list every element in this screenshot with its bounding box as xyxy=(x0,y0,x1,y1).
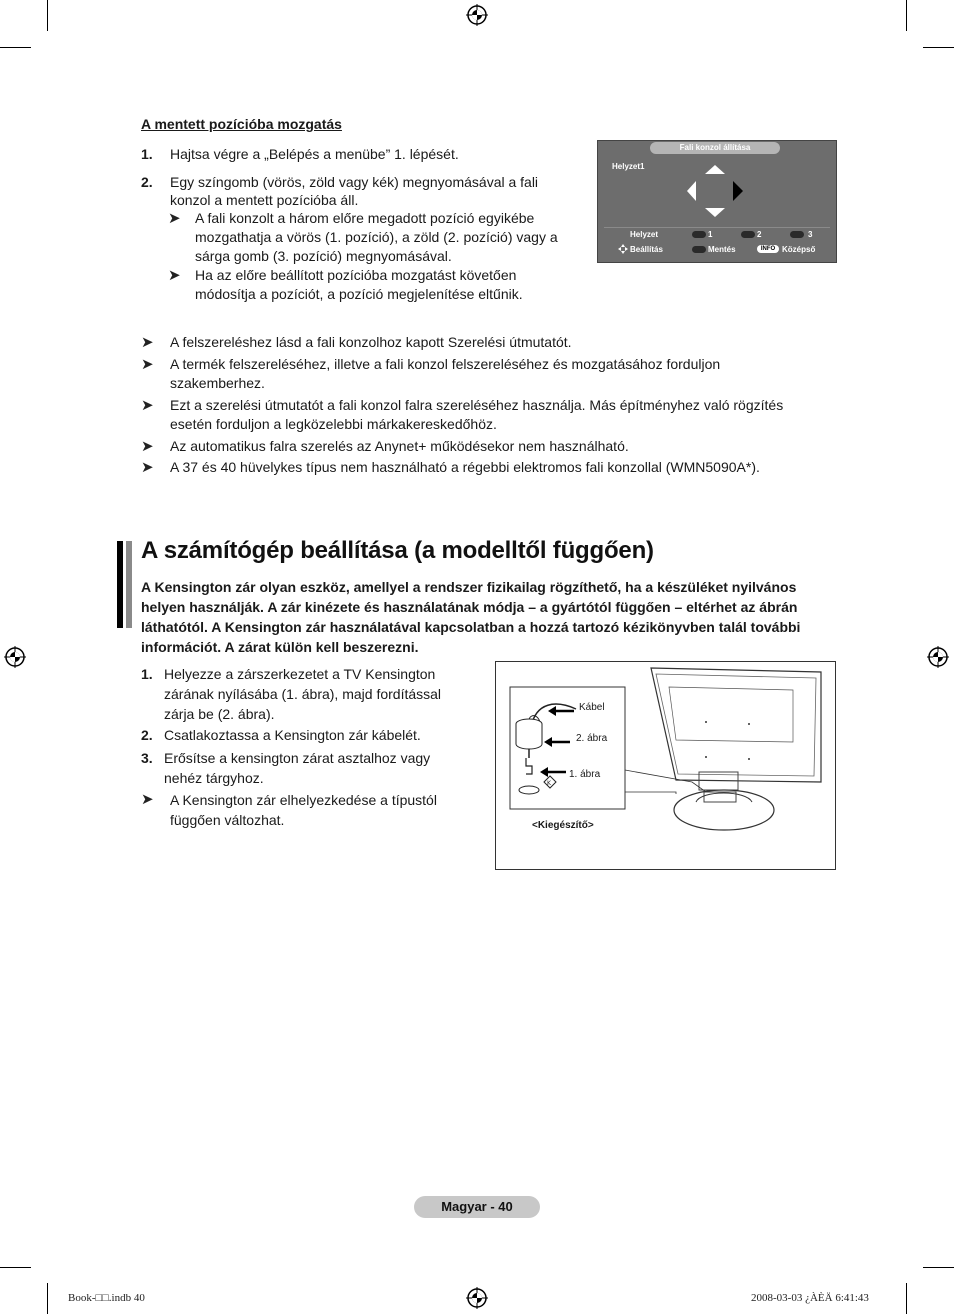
red-button-icon xyxy=(692,231,706,238)
note-arrow-icon: ➤ xyxy=(168,210,181,227)
step-number: 3. xyxy=(141,750,153,766)
title-accent-bar xyxy=(117,541,123,628)
svg-text:K: K xyxy=(547,780,551,787)
note-line: Ha az előre beállított pozícióba mozgatást követően xyxy=(195,267,517,283)
wall-mount-osd xyxy=(597,140,837,263)
general-note xyxy=(141,355,841,393)
title-accent-bar xyxy=(126,541,132,628)
yellow-button-icon xyxy=(790,231,804,238)
note-line: módosítja a pozíciót, a pozíció megjelenítése eltűnik. xyxy=(195,286,523,302)
osd-row-label: Helyzet xyxy=(630,230,659,239)
note-line: mozgathatja a vörös (1. pozíció), a zöld (2. pozíció) vagy a xyxy=(195,229,558,245)
figure-label-fig2: 2. ábra xyxy=(576,733,608,744)
blue-button-icon xyxy=(692,246,706,253)
general-note xyxy=(141,458,841,477)
kensington-step-2 xyxy=(141,725,481,745)
step-number: 1. xyxy=(141,146,153,162)
registration-mark-icon xyxy=(466,1287,488,1309)
tv-back-illustration xyxy=(496,662,835,869)
osd-adjust-label: Beállítás xyxy=(630,245,663,254)
osd-pos-1: 1 xyxy=(708,230,713,239)
step-number: 2. xyxy=(141,727,153,743)
note-arrow-icon: ➤ xyxy=(141,356,154,373)
note-line: A fali konzolt a három előre megadott pozíció egyikébe xyxy=(195,210,535,226)
note-line: A termék felszereléséhez, illetve a fali konzol felszereléséhez és mozgatásához forduljon xyxy=(170,356,721,372)
kensington-step-3 xyxy=(141,748,481,788)
step-text-line: konzol a mentett pozícióba áll. xyxy=(170,192,359,208)
registration-mark-icon xyxy=(466,4,488,26)
general-note xyxy=(141,333,841,352)
step-line: Erősítse a kensington zárat asztalhoz vagy xyxy=(164,750,431,766)
note-line: A 37 és 40 hüvelykes típus nem használható a régebbi elektromos fali konzollal (WMN5090A*). xyxy=(170,459,760,475)
intro-line: helyen használják. A zár kinézete és használatának módja – a gyártótól függően – eltérhet az ábrán xyxy=(141,599,798,615)
step-2 xyxy=(141,173,581,209)
note-arrow-icon: ➤ xyxy=(141,397,154,414)
step-number: 1. xyxy=(141,666,153,682)
figure-label-fig1: 1. ábra xyxy=(569,769,601,780)
note-arrow-icon: ➤ xyxy=(141,459,154,476)
kensington-figure xyxy=(495,661,836,870)
note-line: függően változhat. xyxy=(170,812,285,828)
note-line: Az automatikus falra szerelés az Anynet+ működésekor nem használható. xyxy=(170,438,629,454)
registration-mark-icon xyxy=(4,646,26,668)
step-text: Hajtsa végre a „Belépés a menübe” 1. lépését. xyxy=(170,146,459,162)
info-button-icon: INFO xyxy=(757,245,779,253)
osd-pos-3: 3 xyxy=(808,230,813,239)
intro-line: információt. A zárat külön kell beszerezni. xyxy=(141,639,419,655)
step-text-line: Egy színgomb (vörös, zöld vagy kék) megnyomásával a fali xyxy=(170,174,539,190)
osd-title: Fali konzol állítása xyxy=(650,142,780,154)
section-heading: A mentett pozícióba mozgatás xyxy=(141,116,342,132)
step-line: Helyezze a zárszerkezetet a TV Kensington xyxy=(164,666,436,682)
step-number: 2. xyxy=(141,174,153,190)
note-line: A Kensington zár elhelyezkedése a típustól xyxy=(170,792,437,808)
step-1 xyxy=(141,145,581,163)
note-line: esetén forduljon a legközelebbi márkakereskedőhöz. xyxy=(170,416,497,432)
general-note xyxy=(141,396,841,434)
note-line: szakemberhez. xyxy=(170,375,265,391)
figure-label-cable: Kábel xyxy=(579,702,605,713)
note-line: sárga gomb (3. pozíció) megnyomásával. xyxy=(195,248,452,264)
note-arrow-icon: ➤ xyxy=(141,334,154,351)
osd-pos-2: 2 xyxy=(757,230,762,239)
intro-paragraph xyxy=(141,577,841,657)
intro-line: láthatótól. A Kensington zár használatával kapcsolatban a hozzá tartozó kézikönyvben talál további xyxy=(141,619,801,635)
intro-line: A Kensington zár olyan eszköz, amellyel a rendszer fizikailag rögzíthető, ha a készüléket nyilvános xyxy=(141,579,797,595)
file-info: Book-□□.indb 40 xyxy=(68,1292,145,1304)
registration-mark-icon xyxy=(927,646,949,668)
osd-center-label: Középső xyxy=(782,245,816,254)
figure-caption: <Kiegészítő> xyxy=(532,820,594,831)
green-button-icon xyxy=(741,231,755,238)
step-line: zárának nyílásába (1. ábra), majd fordítással xyxy=(164,686,442,702)
page-title: A számítógép beállítása (a modelltől függően) xyxy=(141,537,654,564)
note-arrow-icon: ➤ xyxy=(141,791,154,808)
direction-arrows-icon xyxy=(685,163,745,219)
note-line: A felszereléshez lásd a fali konzolhoz kapott Szerelési útmutatót. xyxy=(170,334,572,350)
move-icon xyxy=(618,244,628,254)
note-arrow-icon: ➤ xyxy=(168,267,181,284)
step-line: nehéz tárgyhoz. xyxy=(164,770,264,786)
sub-note xyxy=(168,209,588,266)
general-note xyxy=(141,437,841,456)
note-arrow-icon: ➤ xyxy=(141,438,154,455)
osd-position-label: Helyzet1 xyxy=(612,162,645,171)
kensington-step-1 xyxy=(141,664,481,724)
note-line: Ezt a szerelési útmutatót a fali konzol falra szereléséhez használja. Más építményhez való rögzítés xyxy=(170,397,784,413)
kensington-note xyxy=(141,790,481,830)
timestamp: 2008-03-03 ¿ÀÈÄ 6:41:43 xyxy=(751,1292,869,1304)
sub-note xyxy=(168,266,588,304)
step-line: Csatlakoztassa a Kensington zár kábelét. xyxy=(164,727,421,743)
page-number-badge: Magyar - 40 xyxy=(414,1196,540,1218)
step-line: zárja be (2. ábra). xyxy=(164,706,275,722)
osd-save-label: Mentés xyxy=(708,245,736,254)
